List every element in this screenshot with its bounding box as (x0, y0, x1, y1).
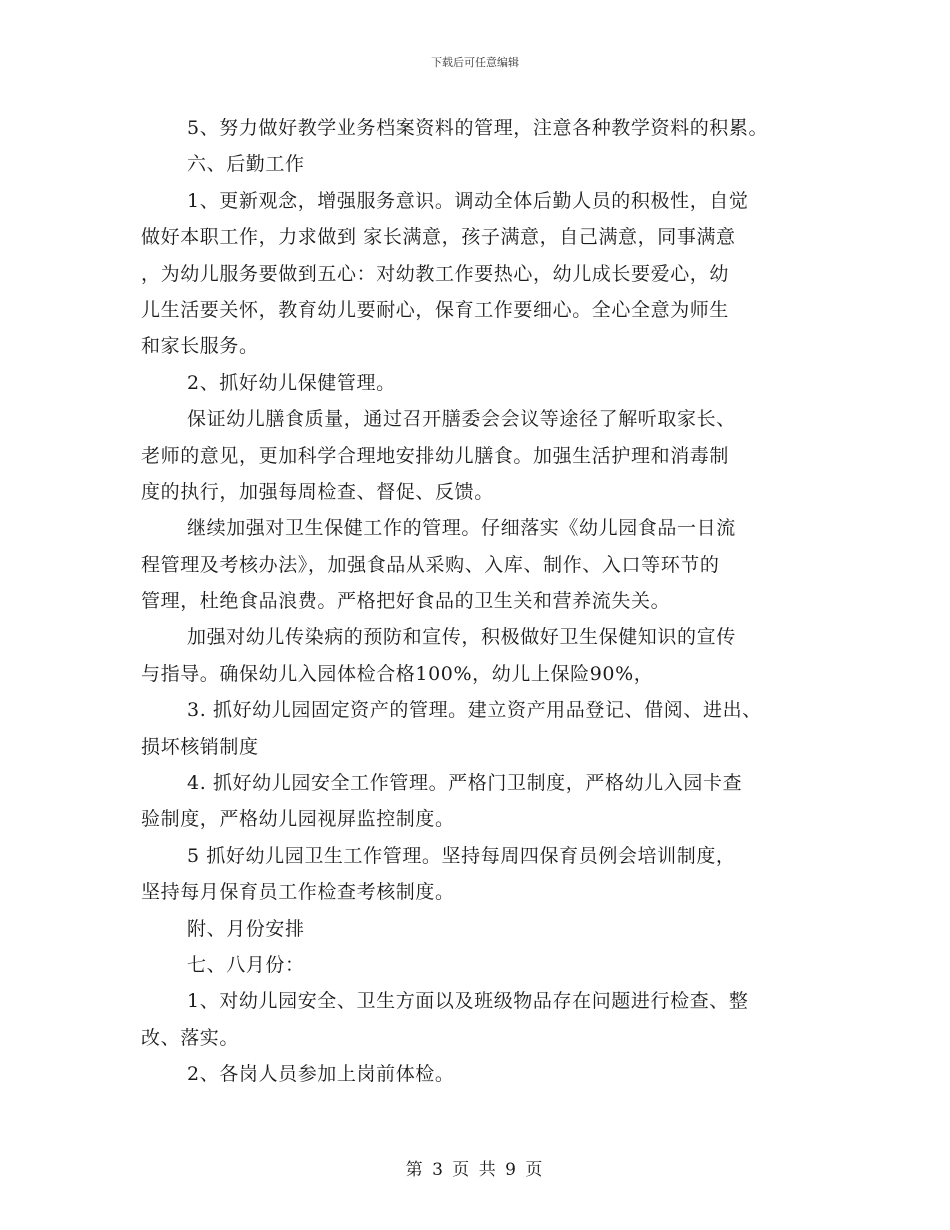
text-line: 加强对幼儿传染病的预防和宣传，积极做好卫生保健知识的宣传 (187, 626, 736, 649)
text-line: 2、各岗人员参加上岗前体检。 (187, 1063, 455, 1086)
text-line: 4. 抓好幼儿园安全工作管理。严格门卫制度，严格幼儿入园卡查 (187, 772, 743, 795)
text-line: 1、更新观念，增强服务意识。调动全体后勤人员的积极性，自觉 (187, 189, 749, 212)
text-line: 2、抓好幼儿保健管理。 (187, 371, 396, 394)
text-line: 儿生活要关怀，教育幼儿要耐心，保育工作要细心。全心全意为师生 (141, 298, 730, 321)
text-line: 做好本职工作，力求做到 家长满意，孩子满意，自己满意，同事满意 (141, 226, 736, 249)
text-line: 和家长服务。 (141, 335, 259, 358)
text-line: 七、八月份： (187, 953, 305, 976)
text-line: 管理，杜绝食品浪费。严格把好食品的卫生关和营养流失关。 (141, 590, 671, 613)
text-line: 与指导。确保幼儿入园体检合格100%，幼儿上保险90%， (141, 662, 654, 685)
text-line: 1、对幼儿园安全、卫生方面以及班级物品存在问题进行检查、整 (187, 990, 749, 1013)
text-line: 3. 抓好幼儿园固定资产的管理。建立资产用品登记、借阅、进出、 (187, 699, 762, 722)
text-line: 继续加强对卫生保健工作的管理。仔细落实《幼儿园食品一日流 (187, 517, 736, 540)
text-line: 验制度，严格幼儿园视屏监控制度。 (141, 808, 455, 831)
text-line: 老师的意见，更加科学合理地安排幼儿膳食。加强生活护理和消毒制 (141, 444, 730, 467)
text-line: 5 抓好幼儿园卫生工作管理。坚持每周四保育员例会培训制度， (187, 844, 736, 867)
page-footer: 第 3 页 共 9 页 (405, 1160, 545, 1180)
text-line: 度的执行，加强每周检查、督促、反馈。 (141, 480, 494, 503)
text-line: 附、月份安排 (187, 917, 305, 940)
page-header: 下载后可任意编辑 (431, 56, 519, 69)
text-line: 六、后勤工作 (187, 153, 305, 176)
text-line: 保证幼儿膳食质量，通过召开膳委会会议等途径了解听取家长、 (187, 408, 736, 431)
text-line: 损坏核销制度 (141, 735, 259, 758)
text-line: 5、努力做好教学业务档案资料的管理，注意各种教学资料的积累。 (187, 117, 769, 139)
text-line: 坚持每月保育员工作检查考核制度。 (141, 881, 455, 904)
text-line: 改、落实。 (141, 1026, 240, 1049)
document-body (141, 110, 831, 1093)
text-line: ，为幼儿服务要做到五心：对幼教工作要热心，幼儿成长要爱心，幼 (141, 262, 730, 285)
text-line: 程管理及考核办法》，加强食品从采购、入库、制作、入口等环节的 (141, 553, 720, 576)
